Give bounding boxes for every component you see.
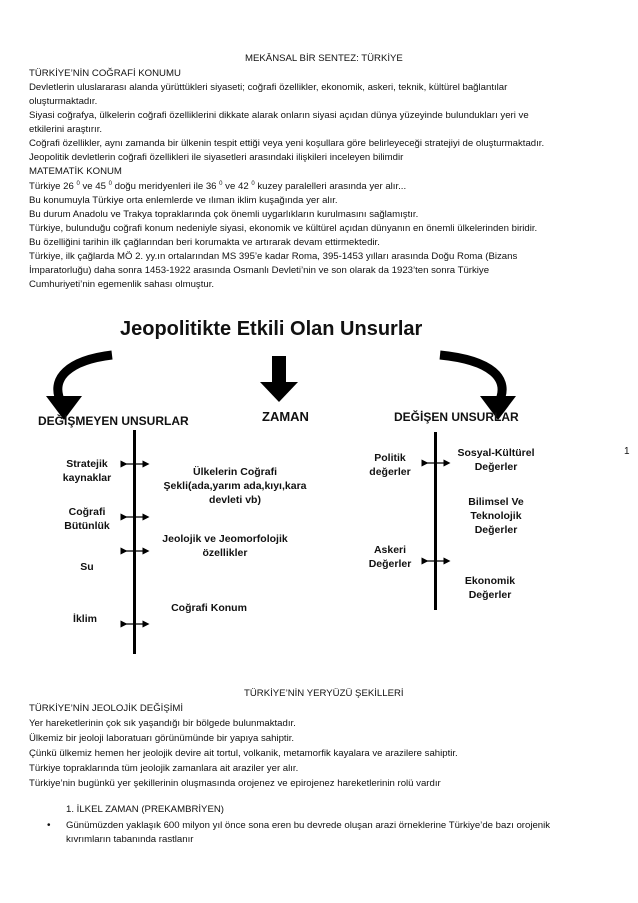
item-cografi-butunluk: Coğrafi Bütünlük (64, 506, 110, 532)
item-bilimsel-teknolojik: Bilimsel Ve Teknolojik Değerler (468, 496, 524, 536)
middle-arrow-head (260, 382, 298, 402)
paragraph-line: Bu özelliğini tarihin ilk çağlarından beri korumakta ve artırarak devam ettirmektedir. (29, 237, 380, 248)
paragraph-line: Coğrafi özellikler, aynı zamanda bir ülkenin tespit ettiği veya yeni koşullara göre belirleyeceği stratejiyi de oluşturmaktadır. (29, 138, 545, 149)
section2-title: TÜRKİYE’NİN YERYÜZÜ ŞEKİLLERİ (244, 688, 404, 699)
middle-heading: ZAMAN (262, 409, 309, 424)
paragraph-line: Yer hareketlerinin çok sık yaşandığı bir bölgede bulunmaktadır. (29, 718, 296, 729)
item-sosyal-kulturel: Sosyal-Kültürel Değerler (457, 447, 535, 473)
heading-jeolojik-degisim: TÜRKİYE’NİN JEOLOJİK DEĞİŞİMİ (29, 703, 184, 714)
left-axis-line (133, 430, 136, 654)
paragraph-line: Devletlerin uluslararası alanda yürüttükleri siyaseti; coğrafi özellikler, ekonomik, askeri, teknik, kültürel bağlantılar (29, 82, 508, 93)
item-politik-degerler: Politik değerler (369, 452, 411, 478)
item-stratejik-kaynaklar: Stratejik kaynaklar (62, 458, 112, 484)
paragraph-line: etkilerini araştırır. (29, 124, 103, 135)
numbered-heading: 1. İLKEL ZAMAN (PREKAMBRİYEN) (66, 804, 224, 815)
heading-matematik-konum: MATEMATİK KONUM (29, 166, 122, 177)
item-cografi-konum: Coğrafi Konum (171, 602, 247, 614)
paragraph-line: Jeopolitik devletlerin coğrafi özellikleri ile siyasetleri arasındaki ilişkileri inceleyen bilimdir (29, 152, 404, 163)
paragraph-line: Türkiye, bulunduğu coğrafi konum nedeniyle siyasi, ekonomik ve kültürel açıdan dünyanın en önemli ülkelerinden biridir. (29, 223, 538, 234)
paragraph-line: İmparatorluğu) daha sonra 1453-1922 arasında Osmanlı Devleti’nin ve son olarak da 1923’ten sonra Türkiye (29, 265, 490, 276)
paragraph-line: Cumhuriyeti’nin egemenlik sahası olmuştur. (29, 279, 215, 290)
left-heading: DEĞİŞMEYEN UNSURLAR (38, 414, 189, 428)
page-number: 1 (624, 446, 630, 457)
paragraph-line: Bu durum Anadolu ve Trakya topraklarında çok önemli uygarlıkların kurulmasını sağlamıştır. (29, 209, 419, 220)
doc-title: MEKÂNSAL BİR SENTEZ: TÜRKİYE (245, 53, 403, 64)
coordinate-line: Türkiye 26 $^0$ ve 45 $^0$ doğu meridyenleri ile 36 $^0$ ve 42 $^0$ kuzey paralelleri arasında yer alır... (29, 180, 407, 192)
item-iklim: İklim (73, 613, 97, 625)
right-axis-line (434, 432, 437, 610)
bullet-marker: • (47, 820, 51, 831)
paragraph-line: Türkiye’nin bugünkü yer şekillerinin oluşmasında orojenez ve epirojenez hareketlerinin rolü vardır (29, 778, 441, 789)
heading-cografi-konum: TÜRKİYE’NİN COĞRAFİ KONUMU (29, 68, 181, 79)
bullet-line: Günümüzden yaklaşık 600 milyon yıl önce sona eren bu devrede oluşan arazi örneklerine Türkiye’de bazı orojenik (66, 820, 551, 831)
item-ulkelerin-cografi-sekli: Ülkelerin Coğrafi Şekli(ada,yarım ada,kıyı,kara devleti vb) (163, 466, 307, 506)
paragraph-line: Çünkü ülkemiz hemen her jeolojik devire ait tortul, volkanik, metamorfik kayalara ve arazilere sahiptir. (29, 748, 458, 759)
item-su: Su (80, 561, 94, 573)
paragraph-line: Siyasi coğrafya, ülkelerin coğrafi özelliklerini dikkate alarak onların siyasi açıdan dünya yüzeyinde bulundukları yeri ve (29, 110, 529, 121)
paragraph-line: oluşturmaktadır. (29, 96, 98, 107)
diagram-title: Jeopolitikte Etkili Olan Unsurlar (120, 318, 423, 340)
middle-arrow-shaft (272, 356, 286, 384)
item-ekonomik-degerler: Ekonomik Değerler (464, 575, 516, 601)
paragraph-line: Ülkemiz bir jeoloji laboratuarı görünümünde bir yapıya sahiptir. (29, 733, 295, 744)
bullet-line: kıvrımların tabanında rastlanır (66, 834, 194, 845)
paragraph-line: Türkiye, ilk çağlarda MÖ 2. yy.ın ortalarından MS 395’e kadar Roma, 395-1453 yılları arasında Doğu Roma (Bizans (29, 251, 518, 262)
paragraph-line: Bu konumuyla Türkiye orta enlemlerde ve ılıman iklim kuşağında yer alır. (29, 195, 338, 206)
item-jeolojik-ozellikler: Jeolojik ve Jeomorfolojik özellikler (162, 533, 288, 559)
item-askeri-degerler: Askeri Değerler (368, 544, 412, 570)
paragraph-line: Türkiye topraklarında tüm jeolojik zamanlara ait araziler yer alır. (29, 763, 299, 774)
right-heading: DEĞİŞEN UNSURLAR (394, 410, 519, 424)
